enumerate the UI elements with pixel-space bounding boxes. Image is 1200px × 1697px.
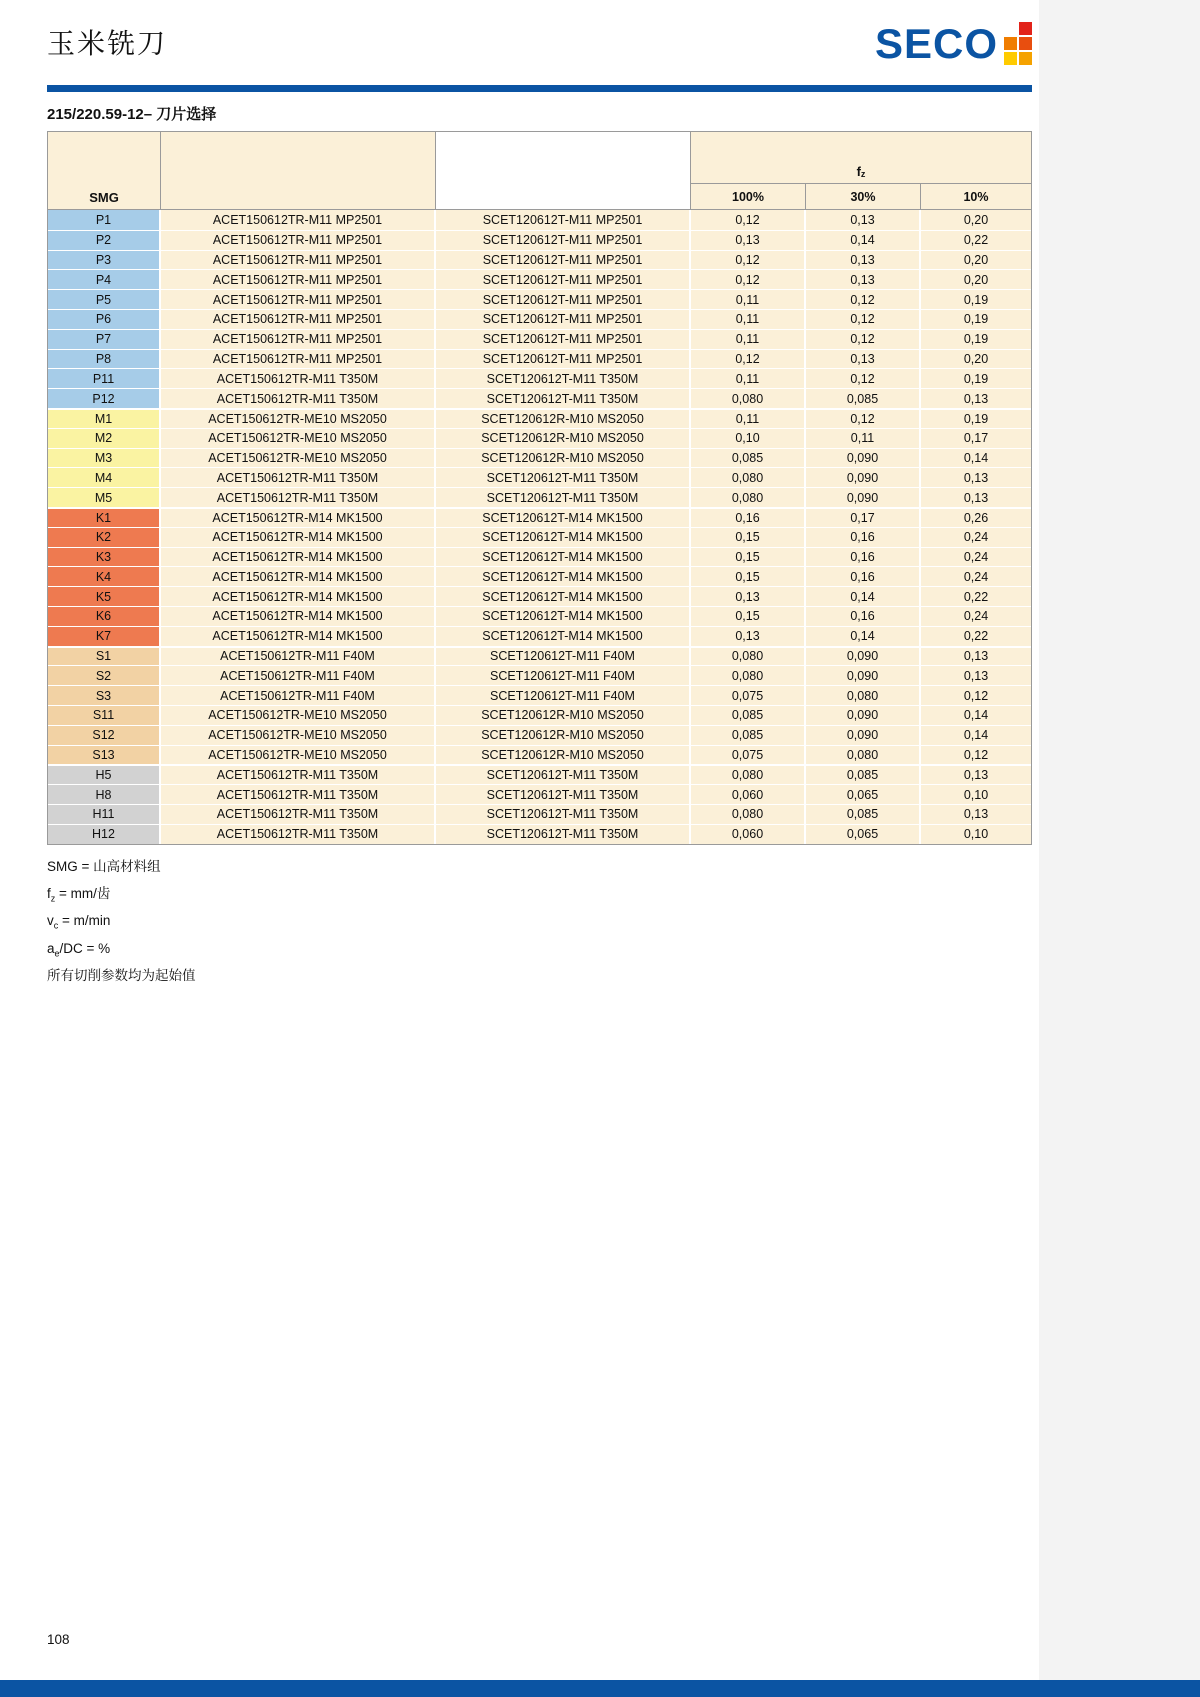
smg-cell: K2 <box>48 527 161 547</box>
insert-scet-cell: SCET120612T-M14 MK1500 <box>436 527 691 547</box>
table-row <box>48 210 1031 230</box>
fz-30-cell: 0,14 <box>806 586 921 606</box>
insert-scet-cell: SCET120612R-M10 MS2050 <box>436 428 691 448</box>
fz-100-cell: 0,11 <box>691 309 806 329</box>
fz-30-cell: 0,085 <box>806 804 921 824</box>
table-row <box>48 487 1031 507</box>
insert-acet-cell: ACET150612TR-M11 T350M <box>161 824 436 844</box>
table-row <box>48 745 1031 765</box>
fz-10-cell: 0,19 <box>921 368 1031 388</box>
fz-label <box>691 132 1031 184</box>
fz-30-header: 30% <box>806 184 921 209</box>
fz-100-cell: 0,15 <box>691 527 806 547</box>
fz-100-cell: 0,15 <box>691 566 806 586</box>
fz-30-cell: 0,065 <box>806 784 921 804</box>
fz-100-cell: 0,12 <box>691 210 806 230</box>
insert-scet-cell: SCET120612T-M11 T350M <box>436 388 691 408</box>
table-header <box>48 132 1031 210</box>
acet-column-header <box>161 132 436 209</box>
insert-scet-cell: SCET120612T-M11 T350M <box>436 824 691 844</box>
fz-30-cell: 0,14 <box>806 230 921 250</box>
fz-30-cell: 0,065 <box>806 824 921 844</box>
fz-100-cell: 0,080 <box>691 804 806 824</box>
fz-30-cell: 0,17 <box>806 507 921 527</box>
insert-acet-cell: ACET150612TR-M14 MK1500 <box>161 586 436 606</box>
scet-column-header <box>436 132 691 209</box>
insert-acet-cell: ACET150612TR-M11 MP2501 <box>161 329 436 349</box>
section-title: 215/220.59-12– 刀片选择 <box>47 106 217 123</box>
table-row <box>48 566 1031 586</box>
fz-100-cell: 0,080 <box>691 665 806 685</box>
fz-10-header: 10% <box>963 189 989 204</box>
insert-acet-cell: ACET150612TR-M14 MK1500 <box>161 566 436 586</box>
table-row <box>48 329 1031 349</box>
table-row <box>48 725 1031 745</box>
smg-cell: P12 <box>48 388 161 408</box>
insert-acet-cell: ACET150612TR-M14 MK1500 <box>161 606 436 626</box>
fz-100-cell: 0,12 <box>691 269 806 289</box>
smg-cell: S3 <box>48 685 161 705</box>
fz-30-cell: 0,090 <box>806 646 921 666</box>
fz-100-cell: 0,080 <box>691 646 806 666</box>
insert-acet-cell: ACET150612TR-M11 MP2501 <box>161 269 436 289</box>
smg-cell: P1 <box>48 210 161 230</box>
fz-10-cell: 0,10 <box>921 784 1031 804</box>
fz-100-cell: 0,10 <box>691 428 806 448</box>
insert-scet-cell: SCET120612T-M14 MK1500 <box>436 626 691 646</box>
table-row <box>48 646 1031 666</box>
fz-30-cell: 0,14 <box>806 626 921 646</box>
fz-label-sub: z <box>860 169 866 179</box>
smg-cell: S11 <box>48 705 161 725</box>
insert-acet-cell: ACET150612TR-M11 T350M <box>161 388 436 408</box>
insert-scet-cell: SCET120612R-M10 MS2050 <box>436 448 691 468</box>
fz-30-cell: 0,13 <box>806 349 921 369</box>
insert-acet-cell: ACET150612TR-ME10 MS2050 <box>161 745 436 765</box>
fz-10-cell: 0,24 <box>921 527 1031 547</box>
smg-cell: S12 <box>48 725 161 745</box>
logo-square-orange <box>1004 37 1017 50</box>
insert-acet-cell: ACET150612TR-M11 MP2501 <box>161 250 436 270</box>
insert-scet-cell: SCET120612T-M14 MK1500 <box>436 566 691 586</box>
table-row <box>48 784 1031 804</box>
smg-cell: H11 <box>48 804 161 824</box>
logo-square-blank <box>1004 22 1017 35</box>
fz-100-cell: 0,15 <box>691 547 806 567</box>
fz-30-cell: 0,13 <box>806 210 921 230</box>
insert-scet-cell: SCET120612T-M11 MP2501 <box>436 250 691 270</box>
fz-10-cell: 0,17 <box>921 428 1031 448</box>
page-number: 108 <box>47 1632 70 1647</box>
footer-bar <box>0 1680 1200 1697</box>
fz-100-cell: 0,11 <box>691 289 806 309</box>
smg-cell: H8 <box>48 784 161 804</box>
fz-30-cell: 0,085 <box>806 764 921 784</box>
fz-100-cell: 0,060 <box>691 824 806 844</box>
table-row <box>48 527 1031 547</box>
table-row <box>48 547 1031 567</box>
insert-scet-cell: SCET120612R-M10 MS2050 <box>436 745 691 765</box>
fz-100-cell: 0,085 <box>691 725 806 745</box>
insert-scet-cell: SCET120612T-M14 MK1500 <box>436 507 691 527</box>
smg-cell: S2 <box>48 665 161 685</box>
smg-cell: K5 <box>48 586 161 606</box>
insert-scet-cell: SCET120612T-M11 MP2501 <box>436 230 691 250</box>
smg-cell: P4 <box>48 269 161 289</box>
table-row <box>48 448 1031 468</box>
fz-100-cell: 0,12 <box>691 250 806 270</box>
insert-acet-cell: ACET150612TR-M14 MK1500 <box>161 547 436 567</box>
insert-selection-table <box>47 131 1032 845</box>
fz-30-cell: 0,080 <box>806 745 921 765</box>
insert-scet-cell: SCET120612T-M11 MP2501 <box>436 309 691 329</box>
fz-10-cell: 0,22 <box>921 626 1031 646</box>
insert-scet-cell: SCET120612T-M11 T350M <box>436 368 691 388</box>
fz-10-cell: 0,12 <box>921 745 1031 765</box>
insert-acet-cell: ACET150612TR-M11 T350M <box>161 784 436 804</box>
fz-10-cell: 0,24 <box>921 566 1031 586</box>
table-row <box>48 685 1031 705</box>
table-row <box>48 388 1031 408</box>
insert-scet-cell: SCET120612T-M11 MP2501 <box>436 289 691 309</box>
fz-100-cell: 0,16 <box>691 507 806 527</box>
fz-10-cell: 0,24 <box>921 547 1031 567</box>
fz-10-cell: 0,13 <box>921 487 1031 507</box>
smg-cell: H5 <box>48 764 161 784</box>
seco-logo <box>874 19 1032 67</box>
insert-acet-cell: ACET150612TR-M11 F40M <box>161 646 436 666</box>
fz-label-base: f <box>856 164 861 179</box>
fz-percent-row <box>691 184 1031 209</box>
fz-100-cell: 0,12 <box>691 349 806 369</box>
fz-10-cell: 0,12 <box>921 685 1031 705</box>
insert-acet-cell: ACET150612TR-M11 T350M <box>161 368 436 388</box>
smg-cell: M2 <box>48 428 161 448</box>
fz-10-cell: 0,22 <box>921 230 1031 250</box>
fz-10-cell: 0,19 <box>921 329 1031 349</box>
insert-scet-cell: SCET120612T-M11 T350M <box>436 804 691 824</box>
footnote-line: $f_z = mm/$齿 <box>47 886 111 904</box>
fz-100-cell: 0,13 <box>691 586 806 606</box>
fz-30-cell: 0,16 <box>806 547 921 567</box>
table-row <box>48 428 1031 448</box>
fz-10-cell: 0,10 <box>921 824 1031 844</box>
fz-10-cell: 0,19 <box>921 408 1031 428</box>
fz-30-cell: 0,090 <box>806 665 921 685</box>
fz-30-cell: 0,090 <box>806 467 921 487</box>
table-row <box>48 250 1031 270</box>
table-row <box>48 467 1031 487</box>
fz-10-cell: 0,13 <box>921 646 1031 666</box>
smg-cell: P5 <box>48 289 161 309</box>
fz-100-cell: 0,13 <box>691 230 806 250</box>
insert-acet-cell: ACET150612TR-M14 MK1500 <box>161 626 436 646</box>
insert-acet-cell: ACET150612TR-ME10 MS2050 <box>161 408 436 428</box>
insert-acet-cell: ACET150612TR-M14 MK1500 <box>161 507 436 527</box>
smg-cell: P11 <box>48 368 161 388</box>
insert-scet-cell: SCET120612T-M11 T350M <box>436 487 691 507</box>
fz-100-cell: 0,11 <box>691 408 806 428</box>
fz-10-cell: 0,19 <box>921 309 1031 329</box>
seco-logo-text: SECO <box>874 19 998 67</box>
fz-30-cell: 0,12 <box>806 309 921 329</box>
smg-cell: K7 <box>48 626 161 646</box>
insert-acet-cell: ACET150612TR-M11 MP2501 <box>161 349 436 369</box>
seco-logo-mark-icon <box>1004 22 1032 65</box>
page-edge-strip <box>1039 0 1200 1697</box>
smg-cell: P3 <box>48 250 161 270</box>
fz-10-cell: 0,13 <box>921 467 1031 487</box>
fz-30-cell: 0,16 <box>806 606 921 626</box>
insert-scet-cell: SCET120612T-M11 T350M <box>436 467 691 487</box>
insert-scet-cell: SCET120612T-M11 MP2501 <box>436 210 691 230</box>
smg-cell: M1 <box>48 408 161 428</box>
fz-100-cell: 0,060 <box>691 784 806 804</box>
table-row <box>48 824 1031 844</box>
insert-scet-cell: SCET120612T-M11 T350M <box>436 784 691 804</box>
fz-100-cell: 0,080 <box>691 764 806 784</box>
page-header <box>47 19 1032 67</box>
fz-10-cell: 0,20 <box>921 269 1031 289</box>
smg-column-header: SMG <box>48 132 161 209</box>
insert-acet-cell: ACET150612TR-M11 MP2501 <box>161 210 436 230</box>
fz-10-cell: 0,22 <box>921 586 1031 606</box>
insert-acet-cell: ACET150612TR-ME10 MS2050 <box>161 448 436 468</box>
insert-scet-cell: SCET120612T-M11 T350M <box>436 764 691 784</box>
insert-scet-cell: SCET120612T-M14 MK1500 <box>436 586 691 606</box>
fz-100-cell: 0,080 <box>691 487 806 507</box>
fz-30-cell: 0,12 <box>806 289 921 309</box>
insert-acet-cell: ACET150612TR-M14 MK1500 <box>161 527 436 547</box>
table-row <box>48 408 1031 428</box>
insert-scet-cell: SCET120612T-M14 MK1500 <box>436 606 691 626</box>
footnote-line: SMG = 山高材料组 <box>47 859 161 874</box>
fz-30-cell: 0,16 <box>806 527 921 547</box>
table-row <box>48 507 1031 527</box>
insert-acet-cell: ACET150612TR-ME10 MS2050 <box>161 428 436 448</box>
logo-square-red <box>1019 22 1032 35</box>
fz-30-cell: 0,12 <box>806 408 921 428</box>
footnote-line: $v_c = m/\min$ <box>47 913 111 932</box>
fz-100-cell: 0,075 <box>691 745 806 765</box>
footnotes <box>47 856 196 992</box>
fz-10-cell: 0,13 <box>921 665 1031 685</box>
table-body <box>48 210 1031 844</box>
smg-cell: S13 <box>48 745 161 765</box>
insert-scet-cell: SCET120612T-M11 MP2501 <box>436 329 691 349</box>
smg-cell: M3 <box>48 448 161 468</box>
fz-30-cell: 0,13 <box>806 269 921 289</box>
fz-100-header: 100% <box>691 184 806 209</box>
fz-10-cell: 0,19 <box>921 289 1031 309</box>
fz-30-cell: 0,085 <box>806 388 921 408</box>
logo-square-red2 <box>1019 37 1032 50</box>
fz-100-cell: 0,13 <box>691 626 806 646</box>
fz-30-cell: 0,090 <box>806 705 921 725</box>
insert-acet-cell: ACET150612TR-M11 MP2501 <box>161 309 436 329</box>
logo-square-yellow <box>1004 52 1017 65</box>
smg-cell: K4 <box>48 566 161 586</box>
fz-10-cell: 0,14 <box>921 705 1031 725</box>
table-row <box>48 368 1031 388</box>
fz-100-cell: 0,11 <box>691 368 806 388</box>
smg-cell: P2 <box>48 230 161 250</box>
fz-30-cell: 0,12 <box>806 368 921 388</box>
fz-10-cell: 0,20 <box>921 349 1031 369</box>
footnote-line: $a_e/DC$ = % <box>47 940 111 959</box>
insert-scet-cell: SCET120612T-M11 MP2501 <box>436 269 691 289</box>
insert-scet-cell: SCET120612R-M10 MS2050 <box>436 408 691 428</box>
fz-30-cell: 0,080 <box>806 685 921 705</box>
table-row <box>48 349 1031 369</box>
smg-cell: K3 <box>48 547 161 567</box>
insert-acet-cell: ACET150612TR-M11 F40M <box>161 665 436 685</box>
fz-30-cell: 0,13 <box>806 250 921 270</box>
smg-cell: M5 <box>48 487 161 507</box>
smg-cell: P6 <box>48 309 161 329</box>
fz-100-cell: 0,11 <box>691 329 806 349</box>
fz-100-cell: 0,080 <box>691 388 806 408</box>
table-row <box>48 626 1031 646</box>
insert-acet-cell: ACET150612TR-M11 MP2501 <box>161 289 436 309</box>
table-row <box>48 705 1031 725</box>
fz-10-cell: 0,13 <box>921 388 1031 408</box>
smg-cell: P7 <box>48 329 161 349</box>
smg-cell: H12 <box>48 824 161 844</box>
fz-30-cell: 0,11 <box>806 428 921 448</box>
fz-100-cell: 0,075 <box>691 685 806 705</box>
smg-cell: K6 <box>48 606 161 626</box>
header-divider-rule <box>47 85 1032 92</box>
fz-30-cell: 0,090 <box>806 725 921 745</box>
insert-acet-cell: ACET150612TR-ME10 MS2050 <box>161 725 436 745</box>
smg-cell: K1 <box>48 507 161 527</box>
fz-100-cell: 0,085 <box>691 448 806 468</box>
insert-scet-cell: SCET120612R-M10 MS2050 <box>436 725 691 745</box>
fz-10-cell: 0,13 <box>921 764 1031 784</box>
table-row <box>48 230 1031 250</box>
insert-scet-cell: SCET120612T-M11 F40M <box>436 646 691 666</box>
fz-10-cell: 0,20 <box>921 250 1031 270</box>
fz-30-cell: 0,12 <box>806 329 921 349</box>
fz-10-cell: 0,26 <box>921 507 1031 527</box>
page-title: 玉米铣刀 <box>47 27 168 60</box>
insert-acet-cell: ACET150612TR-M11 T350M <box>161 804 436 824</box>
logo-square-orange2 <box>1019 52 1032 65</box>
smg-cell: M4 <box>48 467 161 487</box>
fz-10-cell: 0,14 <box>921 725 1031 745</box>
fz-30-cell: 0,090 <box>806 487 921 507</box>
table-row <box>48 665 1031 685</box>
fz-30-cell: 0,16 <box>806 566 921 586</box>
fz-10-cell: 0,20 <box>921 210 1031 230</box>
insert-scet-cell: SCET120612T-M11 F40M <box>436 685 691 705</box>
insert-acet-cell: ACET150612TR-M11 T350M <box>161 487 436 507</box>
insert-scet-cell: SCET120612R-M10 MS2050 <box>436 705 691 725</box>
fz-30-cell: 0,090 <box>806 448 921 468</box>
footnote-line: 所有切削参数均为起始值 <box>47 967 196 983</box>
insert-acet-cell: ACET150612TR-M11 T350M <box>161 467 436 487</box>
table-row <box>48 289 1031 309</box>
smg-cell: S1 <box>48 646 161 666</box>
insert-acet-cell: ACET150612TR-M11 F40M <box>161 685 436 705</box>
fz-100-cell: 0,085 <box>691 705 806 725</box>
fz-100-cell: 0,080 <box>691 467 806 487</box>
insert-acet-cell: ACET150612TR-M11 MP2501 <box>161 230 436 250</box>
fz-10-cell: 0,13 <box>921 804 1031 824</box>
fz-100-cell: 0,15 <box>691 606 806 626</box>
insert-scet-cell: SCET120612T-M11 F40M <box>436 665 691 685</box>
table-row <box>48 269 1031 289</box>
insert-scet-cell: SCET120612T-M14 MK1500 <box>436 547 691 567</box>
table-row <box>48 309 1031 329</box>
insert-scet-cell: SCET120612T-M11 MP2501 <box>436 349 691 369</box>
insert-acet-cell: ACET150612TR-M11 T350M <box>161 764 436 784</box>
table-row <box>48 804 1031 824</box>
fz-header-block <box>691 132 1031 209</box>
table-row <box>48 606 1031 626</box>
fz-10-cell: 0,24 <box>921 606 1031 626</box>
fz-10-cell: 0,14 <box>921 448 1031 468</box>
table-row <box>48 764 1031 784</box>
smg-cell: P8 <box>48 349 161 369</box>
table-row <box>48 586 1031 606</box>
insert-acet-cell: ACET150612TR-ME10 MS2050 <box>161 705 436 725</box>
